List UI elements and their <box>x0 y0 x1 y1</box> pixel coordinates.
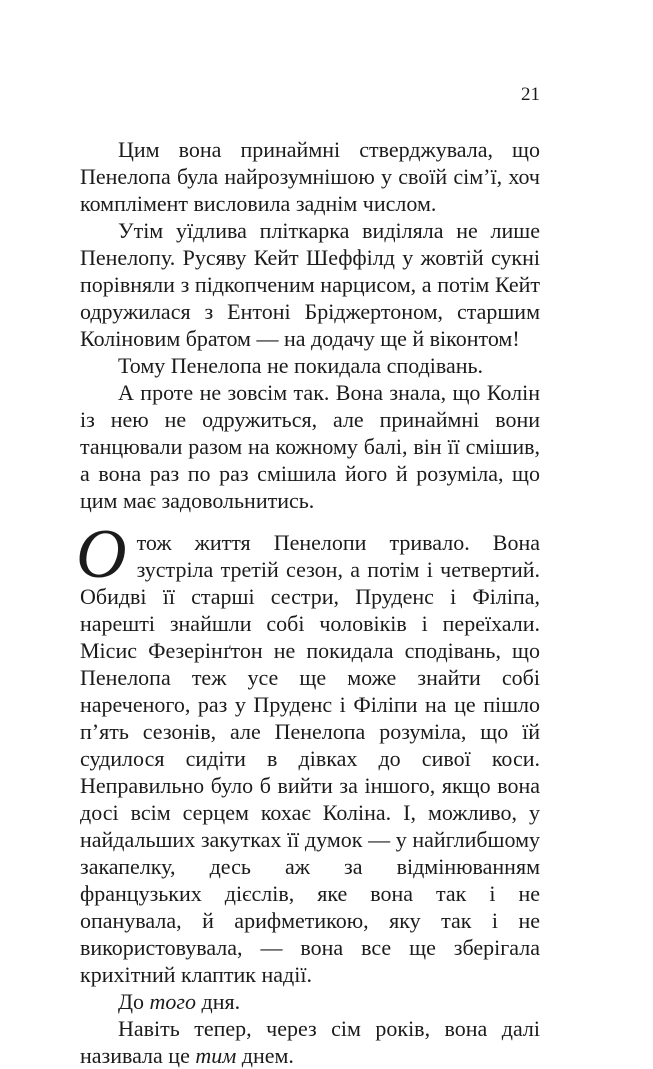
text-segment: Цим вона принаймні стверджувала, що Пенелопа була найрозумнішою у своїй сім’ї, хоч комплімент висловила заднім числом. <box>80 137 540 216</box>
italic-text-segment: того <box>149 989 196 1014</box>
paragraph <box>80 136 540 217</box>
paragraph <box>80 1015 540 1069</box>
text-segment: Утім уїдлива пліткарка виділяла не лише Пенелопу. Русяву Кейт Шеффілд у жовтій сукні порівняли з підкопченим нарцисом, а потім Кейт одружилася з Ентоні Бріджертоном, старшим Коліновим братом — на додачу ще й віконтом! <box>80 218 540 351</box>
paragraph <box>80 988 540 1015</box>
text-section-2 <box>76 516 540 1069</box>
page-text <box>76 136 540 1069</box>
page-number: 21 <box>521 84 540 105</box>
drop-cap: О <box>76 516 127 593</box>
text-segment: Тому Пенелопа не покидала сподівань. <box>118 353 484 378</box>
text-segment: До <box>118 989 150 1014</box>
text-segment: А проте не зовсім так. Вона знала, що Колін із нею не одружиться, але принаймні вони танцювали разом на кожному балі, він її смішив, а вона раз по раз смішила його й розуміла, що цим має задовольнитись. <box>80 380 540 513</box>
paragraph <box>80 352 540 379</box>
paragraph <box>76 516 540 988</box>
text-segment: дня. <box>196 989 241 1014</box>
text-segment: Навіть тепер, через сім років, вона далі називала це <box>80 1016 540 1068</box>
paragraph <box>80 379 540 514</box>
text-segment: тож життя Пенелопи тривало. Вона зустріла третій сезон, а потім і четвертий. Обидві її старші сестри, Пруденс і Філіпа, нарешті знайшли собі чоловіків і переїхали. Місис Фезерінґтон не покидала сподівань, що Пенелопа теж усе ще може знайти собі нареченого, раз у Пруденс і Філіпи на це пішло п’ять сезонів, але Пенелопа розуміла, що їй судилося сидіти в дівках до сивої коси. Неправильно було б вийти за іншого, якщо вона досі всім серцем кохає Коліна. І, можливо, у найдальших закутках її думок — у найглибшому закапелку, десь аж за відмінюванням французьких дієслів, яке вона так і не опанувала, й арифметикою, яку так і не використовувала, — вона все ще зберігала крихітний клаптик надії. <box>80 530 540 987</box>
paragraph <box>80 217 540 352</box>
italic-text-segment: тим <box>195 1043 237 1068</box>
text-section-1 <box>80 136 540 514</box>
text-segment: днем. <box>236 1043 294 1068</box>
